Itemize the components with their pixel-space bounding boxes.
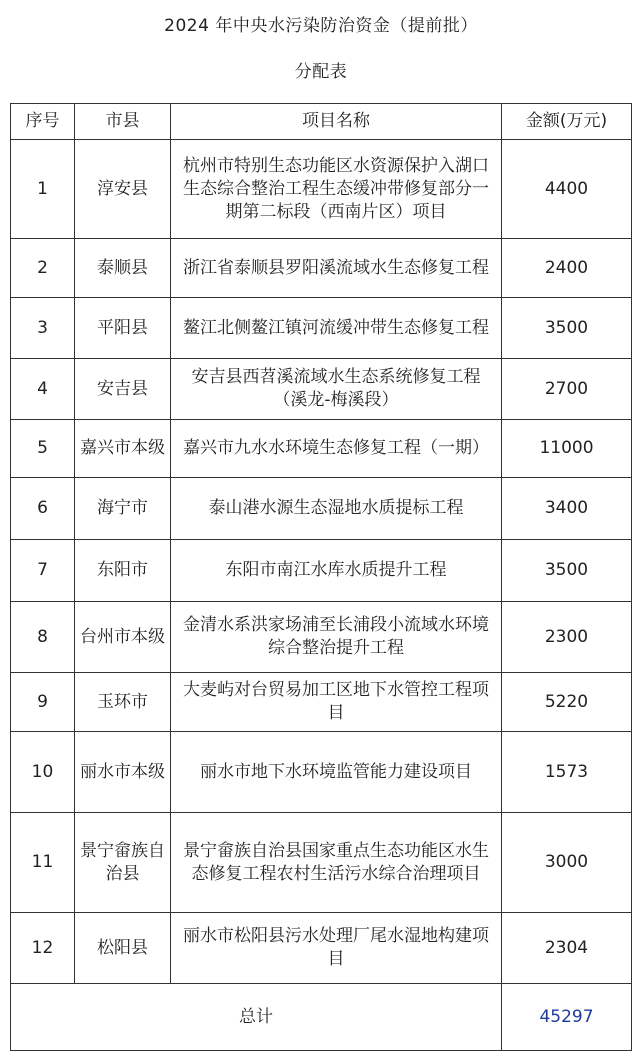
row-project: 安吉县西苕溪流域水生态系统修复工程（溪龙-梅溪段） — [171, 359, 502, 420]
row-seq: 7 — [11, 540, 75, 602]
row-county: 安吉县 — [75, 359, 171, 420]
header-project: 项目名称 — [171, 104, 502, 140]
row-project: 泰山港水源生态湿地水质提标工程 — [171, 478, 502, 540]
row-amount: 2304 — [502, 913, 632, 984]
row-county: 松阳县 — [75, 913, 171, 984]
total-amount: 45297 — [502, 984, 632, 1051]
table-row — [11, 913, 632, 984]
table-row — [11, 540, 632, 602]
row-county: 景宁畲族自治县 — [75, 813, 171, 913]
row-seq: 5 — [11, 420, 75, 478]
total-label: 总计 — [11, 984, 502, 1051]
row-amount: 3500 — [502, 298, 632, 359]
row-county: 台州市本级 — [75, 602, 171, 673]
row-amount: 1573 — [502, 732, 632, 813]
table-row — [11, 602, 632, 673]
row-project: 丽水市地下水环境监管能力建设项目 — [171, 732, 502, 813]
row-seq: 6 — [11, 478, 75, 540]
row-seq: 12 — [11, 913, 75, 984]
row-project: 丽水市松阳县污水处理厂尾水湿地构建项目 — [171, 913, 502, 984]
row-seq: 9 — [11, 673, 75, 732]
row-project: 大麦屿对台贸易加工区地下水管控工程项目 — [171, 673, 502, 732]
row-project: 鳌江北侧鳌江镇河流缓冲带生态修复工程 — [171, 298, 502, 359]
row-county: 淳安县 — [75, 140, 171, 239]
row-amount: 3000 — [502, 813, 632, 913]
row-project: 景宁畲族自治县国家重点生态功能区水生态修复工程农村生活污水综合治理项目 — [171, 813, 502, 913]
document-title: 2024 年中央水污染防治资金（提前批） — [164, 16, 478, 36]
header-county: 市县 — [75, 104, 171, 140]
table-row — [11, 239, 632, 298]
table-row — [11, 298, 632, 359]
row-amount: 11000 — [502, 420, 632, 478]
row-amount: 2400 — [502, 239, 632, 298]
row-county: 丽水市本级 — [75, 732, 171, 813]
table-row — [11, 813, 632, 913]
row-county: 玉环市 — [75, 673, 171, 732]
row-county: 泰顺县 — [75, 239, 171, 298]
row-project: 东阳市南江水库水质提升工程 — [171, 540, 502, 602]
allocation-table — [10, 103, 632, 1051]
table-row — [11, 673, 632, 732]
row-county: 东阳市 — [75, 540, 171, 602]
row-seq: 3 — [11, 298, 75, 359]
row-county: 平阳县 — [75, 298, 171, 359]
row-project: 浙江省泰顺县罗阳溪流域水生态修复工程 — [171, 239, 502, 298]
row-seq: 10 — [11, 732, 75, 813]
row-seq: 8 — [11, 602, 75, 673]
row-county: 嘉兴市本级 — [75, 420, 171, 478]
row-county: 海宁市 — [75, 478, 171, 540]
row-project: 金清水系洪家场浦至长浦段小流域水环境综合整治提升工程 — [171, 602, 502, 673]
row-amount: 3400 — [502, 478, 632, 540]
row-amount: 2700 — [502, 359, 632, 420]
table-row — [11, 478, 632, 540]
table-row — [11, 140, 632, 239]
row-project: 嘉兴市九水水环境生态修复工程（一期） — [171, 420, 502, 478]
table-row — [11, 359, 632, 420]
table-row — [11, 732, 632, 813]
row-seq: 2 — [11, 239, 75, 298]
table-header-row — [11, 104, 632, 140]
row-seq: 4 — [11, 359, 75, 420]
header-amount: 金额(万元) — [502, 104, 632, 140]
document-subtitle: 分配表 — [294, 62, 348, 82]
row-seq: 1 — [11, 140, 75, 239]
total-row — [11, 984, 632, 1051]
header-seq: 序号 — [11, 104, 75, 140]
row-project: 杭州市特别生态功能区水资源保护入湖口生态综合整治工程生态缓冲带修复部分一期第二标段（西南片区）项目 — [171, 140, 502, 239]
row-amount: 5220 — [502, 673, 632, 732]
row-seq: 11 — [11, 813, 75, 913]
row-amount: 4400 — [502, 140, 632, 239]
row-amount: 3500 — [502, 540, 632, 602]
row-amount: 2300 — [502, 602, 632, 673]
table-row — [11, 420, 632, 478]
